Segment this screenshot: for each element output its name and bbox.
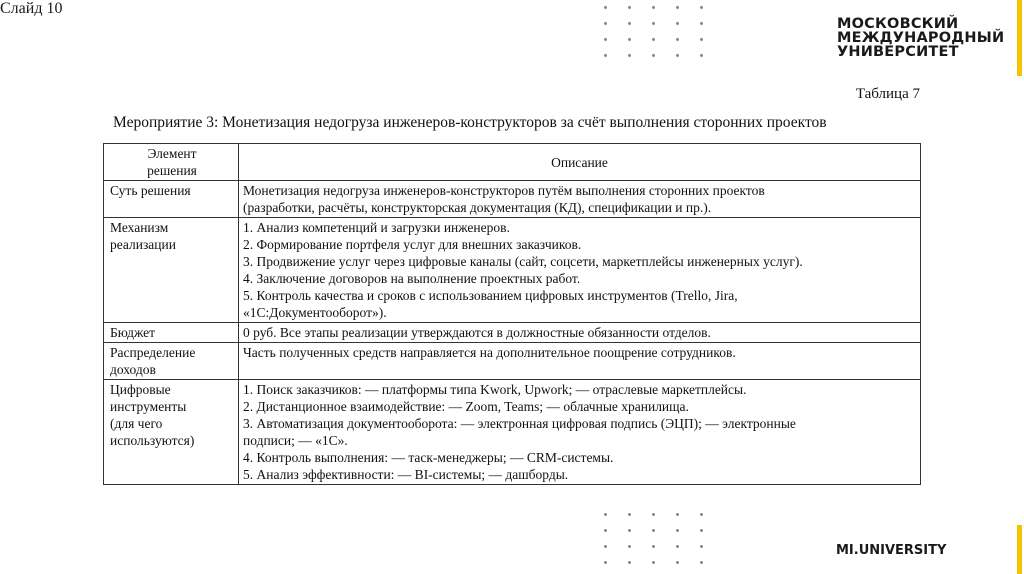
cell-line: (для чего <box>110 416 163 431</box>
accent-bar-top <box>1017 0 1022 76</box>
cell-line: 3. Продвижение услуг через цифровые каналы (сайт, соцсети, маркетплейсы инженерных услуг). <box>243 254 803 269</box>
description-cell <box>239 181 921 218</box>
header-text: Элемент <box>147 146 197 161</box>
element-cell <box>104 218 239 323</box>
cell-line: Суть решения <box>110 183 191 198</box>
table-row <box>104 343 921 380</box>
element-cell <box>104 380 239 485</box>
description-cell <box>239 218 921 323</box>
cell-line: реализации <box>110 237 176 252</box>
cell-line: 1. Анализ компетенций и загрузки инженеров. <box>243 220 510 235</box>
cell-line: инструменты <box>110 399 187 414</box>
cell-line: подписи; — «1С». <box>243 433 348 448</box>
element-cell <box>104 343 239 380</box>
cell-line: Цифровые <box>110 382 171 397</box>
cell-line: 3. Автоматизация документооборота: — электронная цифровая подпись (ЭЦП); — электронные <box>243 416 796 431</box>
cell-line: 4. Контроль выполнения: — таск-менеджеры; — CRM-системы. <box>243 450 614 465</box>
cell-line: (разработки, расчёты, конструкторская документация (КД), спецификации и пр.). <box>243 200 712 215</box>
table-header-row <box>104 144 921 181</box>
cell-line: 5. Контроль качества и сроков с использованием цифровых инструментов (Trello, Jira, <box>243 288 738 303</box>
cell-line: доходов <box>110 362 156 377</box>
header-text: решения <box>147 163 197 178</box>
cell-line: используются) <box>110 433 195 448</box>
description-cell <box>239 323 921 343</box>
cell-line: 0 руб. Все этапы реализации утверждаются в должностные обязанности отделов. <box>243 325 711 340</box>
cell-line: Механизм <box>110 220 169 235</box>
cell-line: Бюджет <box>110 325 156 340</box>
table-row <box>104 380 921 485</box>
university-logo <box>837 17 1004 59</box>
slide-number: Слайд 10 <box>0 0 63 17</box>
element-cell <box>104 323 239 343</box>
cell-line: 4. Заключение договоров на выполнение проектных работ. <box>243 271 581 286</box>
event-title: Мероприятие 3: Монетизация недогруза инженеров-конструкторов за счёт выполнения сторонних проектов <box>113 114 827 131</box>
solution-table <box>103 143 921 485</box>
description-cell <box>239 343 921 380</box>
decorative-dot-grid-top <box>604 6 703 57</box>
logo-line: УНИВЕРСИТЕТ <box>837 44 959 60</box>
cell-line: Распределение <box>110 345 196 360</box>
description-cell <box>239 380 921 485</box>
element-cell <box>104 181 239 218</box>
footer-logo: MI.UNIVERSITY <box>836 543 947 558</box>
logo-line: МОСКОВСКИЙ <box>837 16 959 32</box>
cell-line: 1. Поиск заказчиков: — платформы типа Kwork, Upwork; — отраслевые маркетплейсы. <box>243 382 747 397</box>
decorative-dot-grid-bottom <box>604 513 703 564</box>
cell-line: Часть полученных средств направляется на дополнительное поощрение сотрудников. <box>243 345 736 360</box>
header-description-cell: Описание <box>239 144 921 181</box>
table-row <box>104 181 921 218</box>
cell-line: Монетизация недогруза инженеров-конструкторов путём выполнения сторонних проектов <box>243 183 765 198</box>
cell-line: 5. Анализ эффективности: — BI-системы; — дашборды. <box>243 467 569 482</box>
accent-bar-bottom <box>1017 525 1022 574</box>
cell-line: 2. Дистанционное взаимодействие: — Zoom, Teams; — облачные хранилища. <box>243 399 689 414</box>
cell-line: «1С:Документооборот»). <box>243 305 387 320</box>
header-element-cell <box>104 144 239 181</box>
table-caption: Таблица 7 <box>855 86 920 102</box>
logo-line: МЕЖДУНАРОДНЫЙ <box>837 30 1005 46</box>
table-row <box>104 218 921 323</box>
table-row <box>104 323 921 343</box>
cell-line: 2. Формирование портфеля услуг для внешних заказчиков. <box>243 237 582 252</box>
